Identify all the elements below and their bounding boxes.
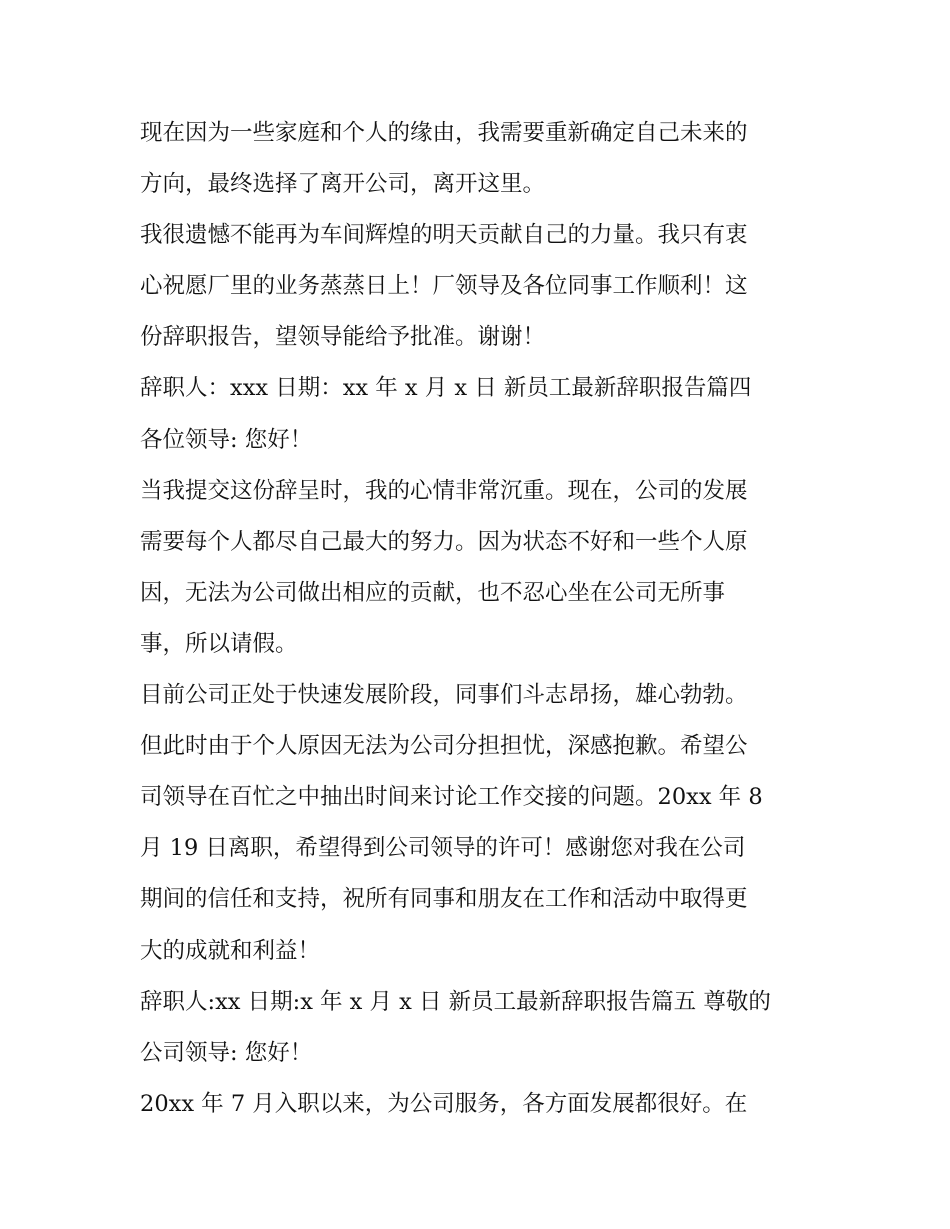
- text-line: 需要每个人都尽自己最大的努力。因为状态不好和一些个人原: [140, 528, 748, 555]
- text-line: 方向，最终选择了离开公司，离开这里。: [140, 171, 546, 198]
- text-line: 我很遗憾不能再为车间辉煌的明天贡献自己的力量。我只有衷: [140, 222, 748, 249]
- text-line: 月 19 日离职，希望得到公司领导的许可！感谢您对我在公司: [140, 835, 746, 862]
- text-line: 心祝愿厂里的业务蒸蒸日上！厂领导及各位同事工作顺利！这: [140, 273, 748, 300]
- text-line: 期间的信任和支持，祝所有同事和朋友在工作和活动中取得更: [140, 886, 748, 913]
- document-body: [140, 108, 820, 1130]
- salutation-line: 各位领导: 您好！: [140, 426, 313, 453]
- text-line: 目前公司正处于快速发展阶段，同事们斗志昂扬，雄心勃勃。: [140, 682, 748, 709]
- text-line: 司领导在百忙之中抽出时间来讨论工作交接的问题。20xx 年 8: [140, 784, 763, 811]
- signature-line: 辞职人：xxx 日期：xx 年 x 月 x 日 新员工最新辞职报告篇四: [140, 375, 752, 402]
- text-line: 现在因为一些家庭和个人的缘由，我需要重新确定自己未来的: [140, 120, 748, 146]
- salutation-line: 公司领导: 您好！: [140, 1039, 313, 1066]
- text-line: 20xx 年 7 月入职以来，为公司服务，各方面发展都很好。在: [140, 1090, 748, 1117]
- text-line: 大的成就和利益！: [140, 937, 321, 964]
- text-line: 当我提交这份辞呈时，我的心情非常沉重。现在，公司的发展: [140, 477, 748, 504]
- text-line: 但此时由于个人原因无法为公司分担担忧，深感抱歉。希望公: [140, 733, 748, 760]
- text-line: 份辞职报告，望领导能给予批准。谢谢！: [140, 324, 546, 351]
- signature-line: 辞职人:xx 日期:x 年 x 月 x 日 新员工最新辞职报告篇五 尊敬的: [140, 988, 771, 1015]
- text-line: 因，无法为公司做出相应的贡献，也不忍心坐在公司无所事: [140, 579, 726, 606]
- text-line: 事，所以请假。: [140, 630, 298, 657]
